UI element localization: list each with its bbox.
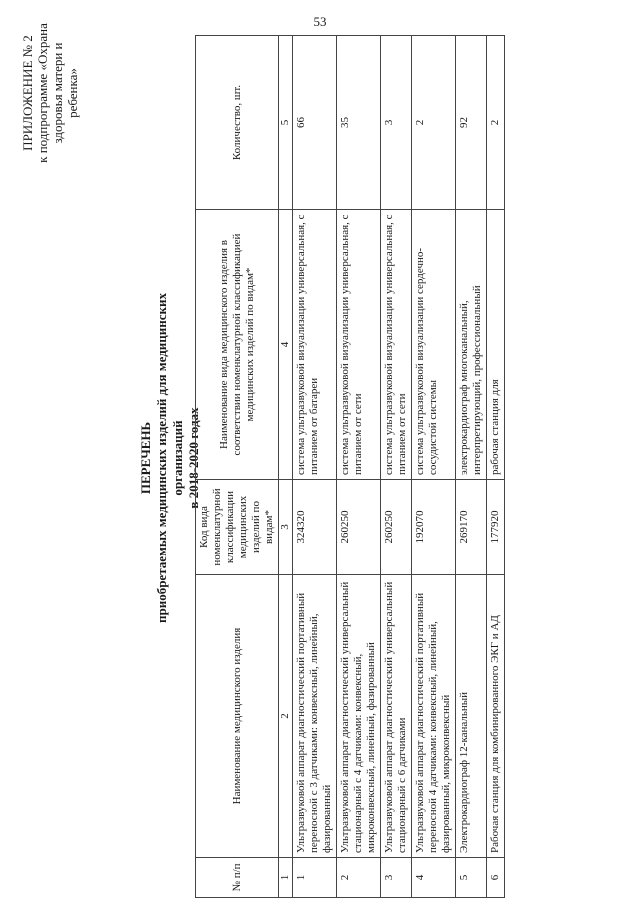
header-device-name: Наименование медицинского изделия [196,575,279,858]
table-row [337,36,381,898]
device-code: 324320 [293,480,337,575]
device-code: 177920 [487,480,505,575]
column-number: 4 [279,210,293,480]
row-number: 2 [337,858,381,898]
table-row [381,36,412,898]
device-quantity: 3 [381,36,412,210]
device-name: Ультразвуковой аппарат диагностический портативный переносной с 3 датчиками: конвексный, линейный, фазированный [293,575,337,858]
column-number: 3 [279,480,293,575]
device-kind: система ультразвуковой визуализации сердечно-сосудистой системы [412,210,456,480]
rotated-page [20,18,620,898]
document-title [138,258,202,658]
device-name: Ультразвуковой аппарат диагностический универсальный стационарный с 6 датчиками [381,575,412,858]
header-code: Код вида номенклатурной классификации медицинских изделий по видам* [196,480,279,575]
device-quantity: 66 [293,36,337,210]
device-code: 192070 [412,480,456,575]
row-number: 3 [381,858,412,898]
table-row [412,36,456,898]
appendix-line-1: ПРИЛОЖЕНИЕ № 2 [20,35,35,151]
table-row [293,36,337,898]
column-number: 2 [279,575,293,858]
appendix-line-2: к подпрограмме «Охрана [35,23,50,163]
row-number: 4 [412,858,456,898]
device-quantity: 35 [337,36,381,210]
device-name: Электрокардиограф 12-канальный [456,575,487,858]
title-line-1: ПЕРЕЧЕНЬ [138,421,153,495]
table-header-row [196,36,279,898]
device-kind: система ультразвуковой визуализации универсальная, с питанием от сети [337,210,381,480]
device-kind: система ультразвуковой визуализации универсальная, с питанием от батареи [293,210,337,480]
device-kind: электрокардиограф многоканальный, интерпретирующий, профессиональный [456,210,487,480]
table-row [456,36,487,898]
appendix-header [20,18,80,168]
device-quantity: 2 [412,36,456,210]
page-number: 53 [313,14,327,29]
row-number: 6 [487,858,505,898]
row-number: 1 [293,858,337,898]
device-name: Ультразвуковой аппарат диагностический универсальный стационарный с 4 датчиками: конвексный, микроконвексный, линейный, фазированный [337,575,381,858]
device-quantity: 2 [487,36,505,210]
header-num: № п/п [196,858,279,898]
device-code: 269170 [456,480,487,575]
device-name: Рабочая станция для комбинированного ЭКГ и АД [487,575,505,858]
device-code: 260250 [337,480,381,575]
column-number: 5 [279,36,293,210]
header-kind-name: Наименование вида медицинского изделия в соответствии номенклатурной классификацией медицинских изделий по видам* [196,210,279,480]
device-code: 260250 [381,480,412,575]
device-name: Ультразвуковой аппарат диагностический портативный переносной 4 датчиками: конвексный, линейный, фазированный, микроконвексный [412,575,456,858]
column-number-row [279,36,293,898]
title-line-3: в 2018-2020 годах [186,407,201,509]
column-number: 1 [279,858,293,898]
device-kind: система ультразвуковой визуализации универсальная, с питанием от сети [381,210,412,480]
table-row [487,36,505,898]
devices-table [195,35,505,898]
title-line-2: приобретаемых медицинских изделий для медицинских организаций [154,293,185,624]
device-kind: рабочая станция для [487,210,505,480]
header-quantity: Количество, шт. [196,36,279,210]
appendix-line-3: здоровья матери и ребенка» [50,42,80,144]
row-number: 5 [456,858,487,898]
device-quantity: 92 [456,36,487,210]
